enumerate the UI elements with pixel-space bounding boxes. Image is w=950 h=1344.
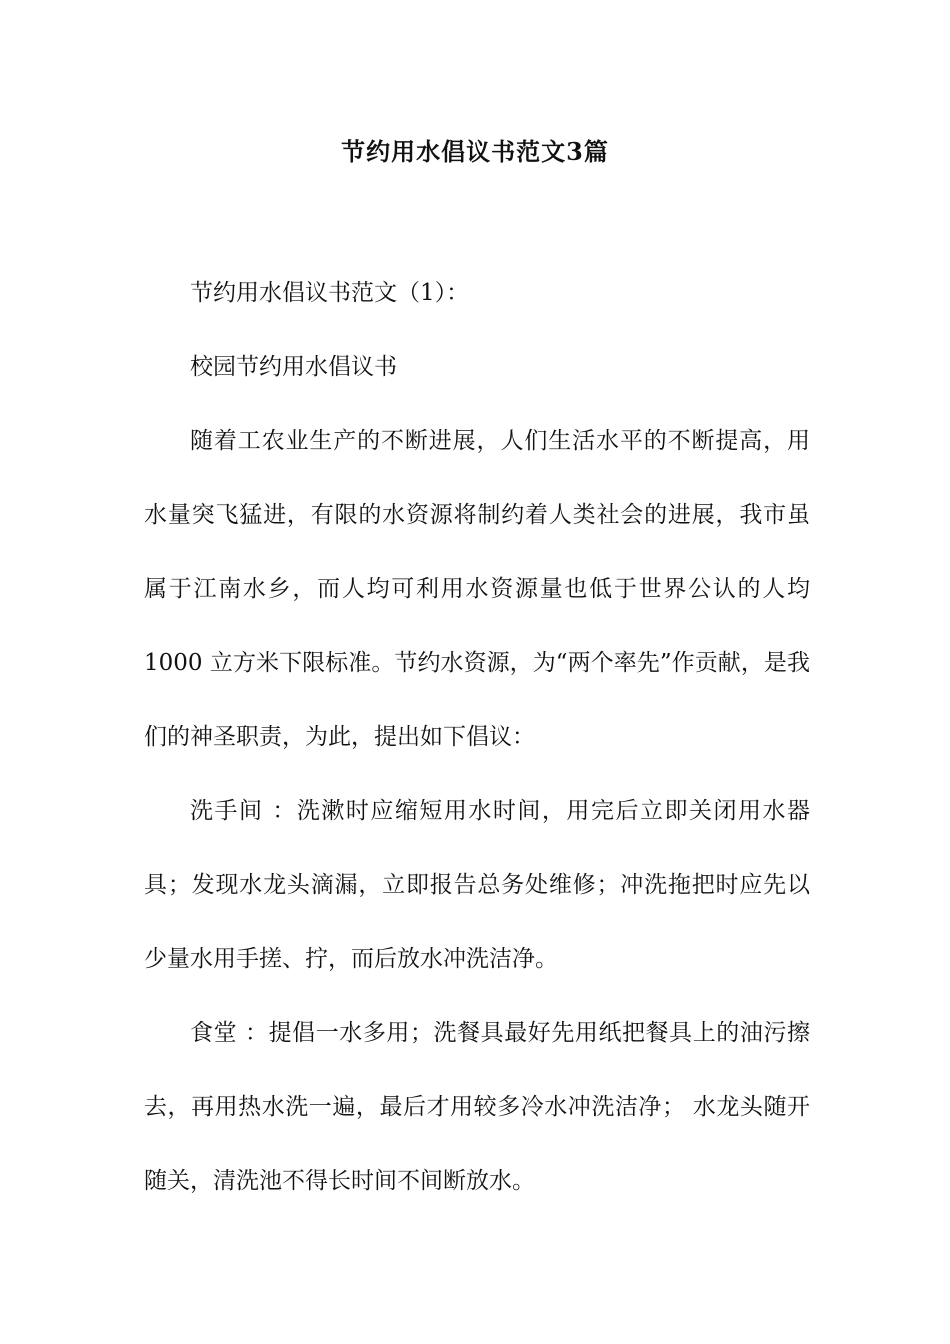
subsection-heading: 校园节约用水倡议书 [190, 354, 397, 380]
body-paragraph: 随着工农业生产的不断进展，人们生活水平的不断提高，用水量突飞猛进，有限的水资源将制约着人类社会的进展，我市虽属于江南水乡，而人均可利用水资源量也低于世界公认的人均 1000 立方米下限标准。节约水资源，为“两个率先”作贡献，是我们的神圣职责，为此，提出如下倡议： [144, 428, 810, 750]
body-paragraph: 食堂 ：提倡一水多用；洗餐具最好先用纸把餐具上的油污擦去，再用热水洗一遍，最后才用较多冷水冲洗洁净； 水龙头随开随关，清洗池不得长时间不间断放水。 [144, 1020, 810, 1194]
section-heading: 节约用水倡议书范文（1）： [190, 280, 470, 306]
body-paragraph: 洗手间 ：洗漱时应缩短用水时间，用完后立即关闭用水器具；发现水龙头滴漏，立即报告总务处维修；冲洗拖把时应先以少量水用手搓、拧，而后放水冲洗洁净。 [144, 798, 810, 972]
document-title: 节约用水倡议书范文3篇 [341, 137, 609, 166]
document-body [144, 256, 810, 1218]
